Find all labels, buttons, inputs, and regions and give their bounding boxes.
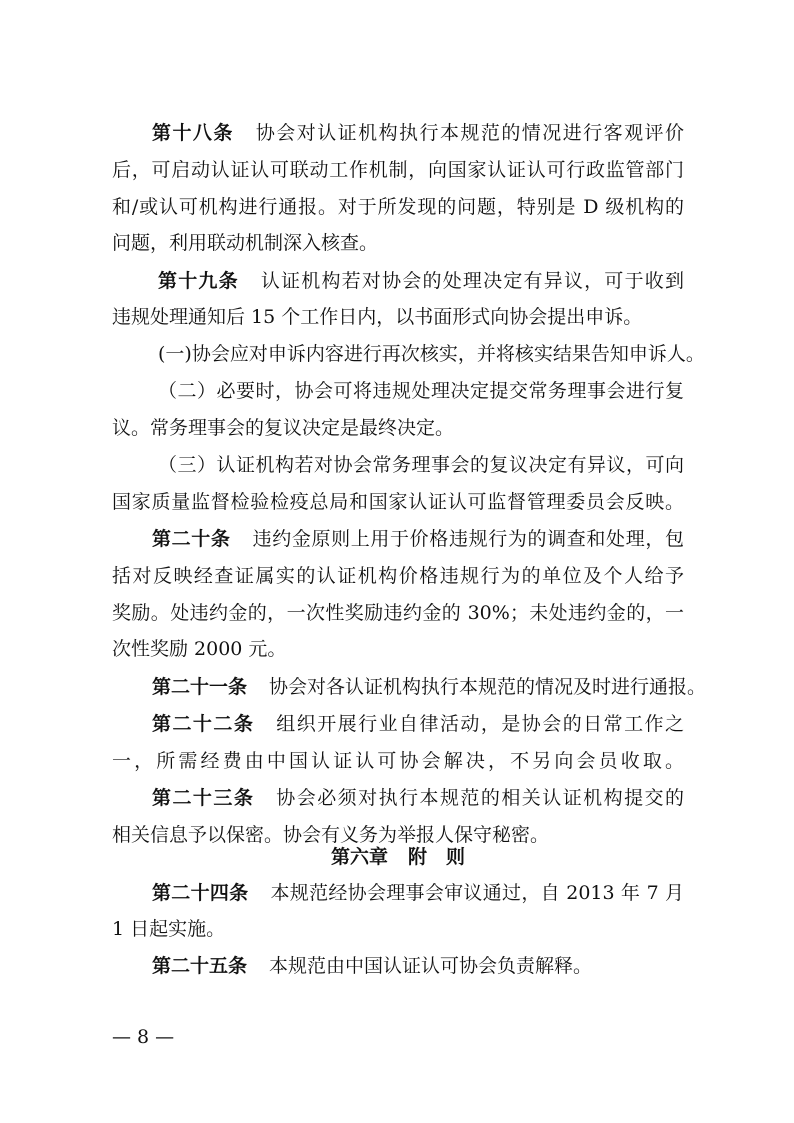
article-23-line-2: 相关信息予以保密。协会有义务为举报人保守秘密。 xyxy=(112,824,550,846)
article-18-line-3: 和/或认可机构进行通报。对于所发现的问题，特别是 D 级机构的 xyxy=(112,196,684,218)
article-18-text: 协会对认证机构执行本规范的情况进行客观评价 xyxy=(255,122,684,144)
article-18-line-1 xyxy=(152,118,684,148)
article-25-text: 本规范由中国认证认可协会负责解释。 xyxy=(269,955,593,977)
chapter-heading xyxy=(112,842,684,872)
article-20-line-4: 次性奖励 2000 元。 xyxy=(112,638,287,660)
article-25-line-1 xyxy=(152,951,684,981)
article-19-item-2-line-2: 议。常务理事会的复议决定是最终决定。 xyxy=(112,417,455,439)
article-23-title: 第二十三条 xyxy=(152,787,255,809)
article-20-title: 第二十条 xyxy=(152,528,231,550)
article-22-text: 组织开展行业自律活动，是协会的日常工作之 xyxy=(276,713,684,735)
article-19-text: 认证机构若对协会的处理决定有异议，可于收到 xyxy=(260,270,684,292)
article-19-title: 第十九条 xyxy=(158,270,239,292)
article-22-line-1 xyxy=(152,709,684,739)
article-22-line-2: 一，所需经费由中国认证认可协会解决，不另向会员收取。 xyxy=(112,750,684,772)
article-20-text: 违约金原则上用于价格违规行为的调查和处理，包 xyxy=(252,528,684,550)
article-21-text: 协会对各认证机构执行本规范的情况及时进行通报。 xyxy=(269,676,707,698)
article-24-title: 第二十四条 xyxy=(152,882,249,904)
article-21-line-1 xyxy=(152,672,707,702)
article-19-item-2-line-1: （二）必要时，协会可将违规处理决定提交常务理事会进行复 xyxy=(158,380,684,402)
article-18-line-4: 问题，利用联动机制深入核查。 xyxy=(112,232,379,254)
article-23-line-1 xyxy=(152,783,684,813)
article-20-line-1 xyxy=(152,524,684,554)
article-25-title: 第二十五条 xyxy=(152,955,248,977)
article-23-text: 协会必须对执行本规范的相关认证机构提交的 xyxy=(276,787,684,809)
article-19-item-1: (一)协会应对申诉内容进行再次核实，并将核实结果告知申诉人。 xyxy=(158,343,705,365)
article-22-title: 第二十二条 xyxy=(152,713,255,735)
article-19-line-1 xyxy=(158,266,684,296)
article-19-item-3-line-2: 国家质量监督检验检疫总局和国家认证认可监督管理委员会反映。 xyxy=(112,491,684,513)
article-19-item-3-line-1: （三）认证机构若对协会常务理事会的复议决定有异议，可向 xyxy=(158,454,684,476)
chapter-name: 附 则 xyxy=(408,846,466,868)
article-18-line-2: 后，可启动认证认可联动工作机制，向国家认证认可行政监管部门 xyxy=(112,159,684,181)
article-21-title: 第二十一条 xyxy=(152,676,248,698)
article-18-title: 第十八条 xyxy=(152,122,234,144)
article-24-line-2: 1 日起实施。 xyxy=(112,918,226,940)
article-20-line-2: 括对反映经查证属实的认证机构价格违规行为的单位及个人给予 xyxy=(112,565,684,587)
article-19-line-2: 违规处理通知后 15 个工作日内，以书面形式向协会提出申诉。 xyxy=(112,306,643,328)
page-number: — 8 — xyxy=(112,1026,175,1048)
article-24-text: 本规范经协会理事会审议通过，自 2013 年 7 月 xyxy=(270,882,684,904)
chapter-prefix: 第六章 xyxy=(330,846,388,868)
article-24-line-1 xyxy=(152,878,684,908)
article-20-line-3: 奖励。处违约金的，一次性奖励违约金的 30%；未处违约金的，一 xyxy=(112,602,684,624)
